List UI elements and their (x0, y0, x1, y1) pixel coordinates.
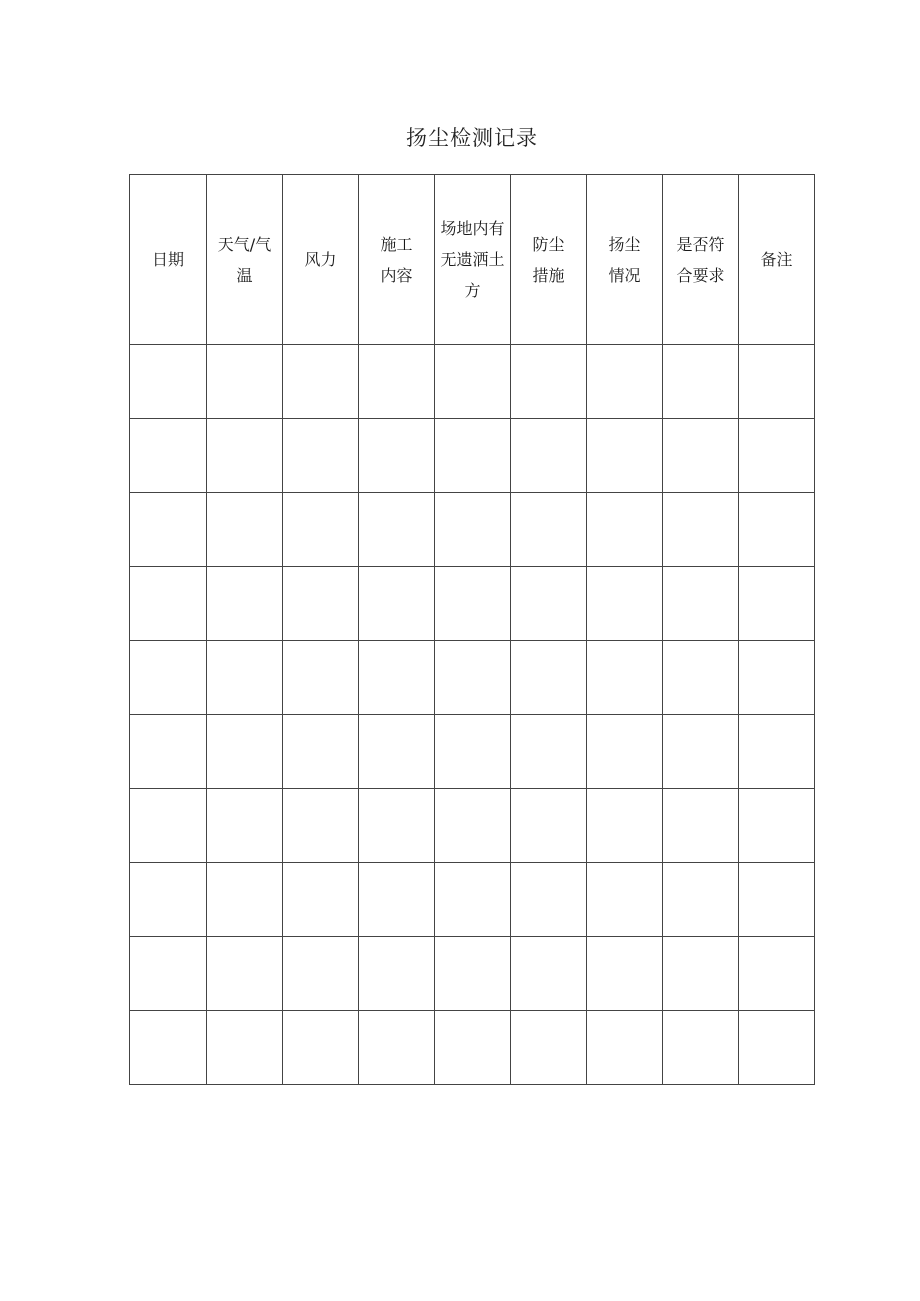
table-cell (511, 715, 587, 789)
table-cell (435, 715, 511, 789)
table-cell (739, 789, 815, 863)
table-row (130, 493, 815, 567)
table-cell (511, 863, 587, 937)
table-cell (663, 493, 739, 567)
table-cell (283, 937, 359, 1011)
table-cell (663, 567, 739, 641)
table-cell (663, 715, 739, 789)
table-cell (739, 493, 815, 567)
header-condition-line1: 扬尘 (608, 234, 641, 254)
table-cell (435, 567, 511, 641)
table-cell (283, 863, 359, 937)
header-weather-temperature (207, 175, 283, 345)
table-cell (435, 789, 511, 863)
header-compliance (663, 175, 739, 345)
table-cell (359, 863, 435, 937)
table-cell (359, 789, 435, 863)
header-compliance-line2: 合要求 (676, 265, 725, 285)
table-cell (207, 567, 283, 641)
table-row (130, 937, 815, 1011)
table-cell (207, 863, 283, 937)
header-condition-line2: 情况 (608, 265, 641, 285)
table-cell (283, 789, 359, 863)
table-cell (587, 419, 663, 493)
table-cell (359, 1011, 435, 1085)
table-cell (587, 641, 663, 715)
table-cell (283, 1011, 359, 1085)
table-cell (435, 641, 511, 715)
table-cell (663, 345, 739, 419)
header-construction-line2: 内容 (380, 265, 413, 285)
table-cell (130, 493, 207, 567)
table-cell (739, 419, 815, 493)
table-cell (739, 345, 815, 419)
dust-record-table (129, 174, 815, 1085)
table-cell (207, 493, 283, 567)
table-cell (207, 419, 283, 493)
table-cell (207, 345, 283, 419)
table-cell (511, 493, 587, 567)
table-cell (359, 345, 435, 419)
table-cell (587, 937, 663, 1011)
page-title: 扬尘检测记录 (406, 126, 538, 150)
table-cell (511, 419, 587, 493)
table-cell (739, 715, 815, 789)
table-cell (130, 345, 207, 419)
header-measures-line2: 措施 (532, 265, 565, 285)
table-row (130, 567, 815, 641)
table-row (130, 715, 815, 789)
table-cell (359, 493, 435, 567)
header-row (130, 175, 815, 345)
table-cell (587, 1011, 663, 1085)
table-cell (739, 1011, 815, 1085)
table-cell (587, 863, 663, 937)
table-cell (283, 567, 359, 641)
table-cell (739, 863, 815, 937)
header-spilled-line2: 无遗洒土 (440, 250, 505, 269)
table-cell (587, 493, 663, 567)
table-cell (359, 419, 435, 493)
table-cell (359, 567, 435, 641)
table-cell (511, 937, 587, 1011)
table-cell (587, 715, 663, 789)
header-construction-content (359, 175, 435, 345)
table-cell (283, 345, 359, 419)
header-weather-line1: 天气/气 (217, 234, 272, 254)
table-cell (739, 641, 815, 715)
table-row (130, 863, 815, 937)
table-cell (130, 1011, 207, 1085)
table-cell (435, 937, 511, 1011)
header-weather-line2: 温 (236, 265, 253, 285)
table-cell (283, 493, 359, 567)
table-cell (130, 567, 207, 641)
header-remarks (739, 175, 815, 345)
table-cell (359, 715, 435, 789)
table-cell (130, 715, 207, 789)
header-compliance-line1: 是否符 (676, 234, 725, 254)
header-wind-force (283, 175, 359, 345)
table-cell (511, 567, 587, 641)
header-date (130, 175, 207, 345)
header-construction-line1: 施工 (380, 234, 413, 254)
table-cell (587, 345, 663, 419)
table-cell (130, 789, 207, 863)
table-cell (663, 937, 739, 1011)
header-spilled-soil (435, 175, 511, 345)
header-spilled-line1: 场地内有 (440, 219, 505, 238)
table-cell (207, 641, 283, 715)
table-cell (435, 493, 511, 567)
table-cell (283, 641, 359, 715)
table-row (130, 789, 815, 863)
table-cell (663, 1011, 739, 1085)
table-cell (663, 863, 739, 937)
table-cell (739, 567, 815, 641)
header-measures-line1: 防尘 (532, 234, 565, 254)
table-cell (663, 789, 739, 863)
table-row (130, 345, 815, 419)
table-cell (511, 1011, 587, 1085)
table-row (130, 419, 815, 493)
table-cell (435, 345, 511, 419)
table-cell (739, 937, 815, 1011)
table-cell (130, 419, 207, 493)
header-spilled-line3: 方 (464, 281, 481, 300)
table-cell (587, 567, 663, 641)
table-body (130, 345, 815, 1085)
table-cell (130, 937, 207, 1011)
table-cell (359, 937, 435, 1011)
header-dust-measures (511, 175, 587, 345)
table-cell (435, 863, 511, 937)
table-cell (207, 937, 283, 1011)
table-cell (663, 419, 739, 493)
table-cell (511, 345, 587, 419)
table-cell (283, 419, 359, 493)
table-cell (663, 641, 739, 715)
table-row (130, 641, 815, 715)
table-cell (207, 715, 283, 789)
table-cell (511, 789, 587, 863)
table-cell (435, 419, 511, 493)
header-dust-condition (587, 175, 663, 345)
header-date-label: 日期 (151, 250, 184, 269)
table-row (130, 1011, 815, 1085)
table-cell (511, 641, 587, 715)
table-cell (435, 1011, 511, 1085)
table-cell (130, 641, 207, 715)
table-cell (207, 789, 283, 863)
header-remarks-label: 备注 (760, 250, 793, 269)
table-cell (130, 863, 207, 937)
table-cell (283, 715, 359, 789)
table-cell (587, 789, 663, 863)
table-cell (207, 1011, 283, 1085)
table-cell (359, 641, 435, 715)
header-wind-label: 风力 (304, 250, 337, 269)
